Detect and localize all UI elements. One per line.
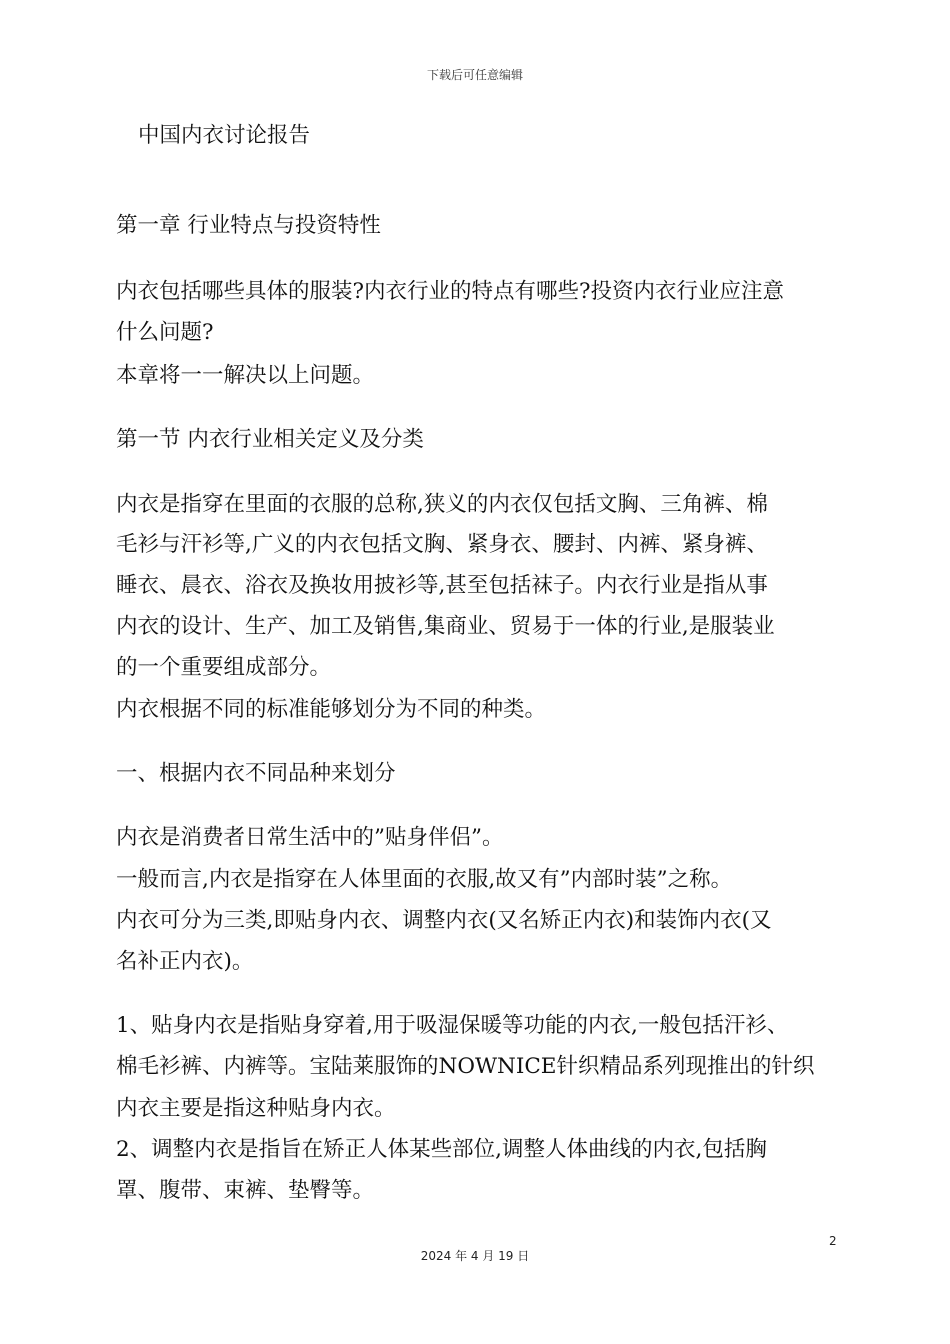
classification-line: 内衣是消费者日常生活中的”贴身伴侣”。: [116, 825, 504, 850]
definition-line: 内衣的设计、生产、加工及销售,集商业、贸易于一体的行业,是服装业: [116, 614, 775, 639]
item-line: 内衣主要是指这种贴身内衣。: [116, 1096, 396, 1121]
section-heading: 第一节 内衣行业相关定义及分类: [116, 427, 424, 452]
item-line: 2、调整内衣是指旨在矫正人体某些部位,调整人体曲线的内衣,包括胸: [116, 1137, 767, 1162]
item-line: 罩、腹带、束裤、垫臀等。: [116, 1178, 375, 1203]
item-line: 棉毛衫裤、内裤等。宝陆莱服饰的NOWNICE针织精品系列现推出的针织: [116, 1054, 815, 1079]
intro-line: 内衣包括哪些具体的服装?内衣行业的特点有哪些?投资内衣行业应注意: [116, 279, 785, 304]
footer-date: 2024 年 4 月 19 日: [420, 1249, 530, 1263]
definition-line: 的一个重要组成部分。: [116, 655, 332, 680]
page-number: 2: [829, 1234, 837, 1248]
definition-line: 内衣是指穿在里面的衣服的总称,狭义的内衣仅包括文胸、三角裤、棉: [116, 492, 768, 517]
intro-line: 什么问题?: [116, 320, 214, 345]
item-line: 1、贴身内衣是指贴身穿着,用于吸湿保暖等功能的内衣,一般包括汗衫、: [116, 1013, 789, 1038]
chapter-heading: 第一章 行业特点与投资特性: [116, 213, 381, 238]
subheading: 一、根据内衣不同品种来划分: [116, 761, 396, 786]
classification-line: 内衣可分为三类,即贴身内衣、调整内衣(又名矫正内衣)和装饰内衣(又: [116, 908, 772, 933]
classification-line: 名补正内衣)。: [116, 949, 254, 974]
definition-line: 毛衫与汗衫等,广义的内衣包括文胸、紧身衣、腰封、内裤、紧身裤、: [116, 532, 768, 557]
document-title: 中国内衣讨论报告: [138, 123, 311, 148]
definition-line: 内衣根据不同的标准能够划分为不同的种类。: [116, 697, 547, 722]
intro-line: 本章将一一解决以上问题。: [116, 363, 375, 388]
definition-line: 睡衣、晨衣、浴衣及换妆用披衫等,甚至包括袜子。内衣行业是指从事: [116, 573, 768, 598]
header-note: 下载后可任意编辑: [426, 68, 523, 82]
classification-line: 一般而言,内衣是指穿在人体里面的衣服,故又有”内部时装”之称。: [116, 867, 733, 892]
